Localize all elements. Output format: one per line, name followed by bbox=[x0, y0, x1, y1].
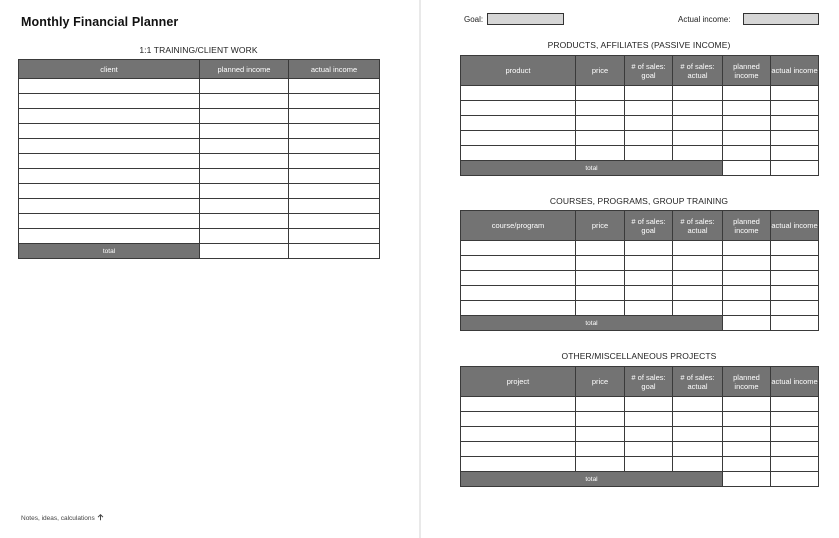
courses-cell[interactable] bbox=[625, 241, 673, 256]
training-cell[interactable] bbox=[200, 124, 289, 139]
other-cell[interactable] bbox=[625, 457, 673, 472]
courses-cell[interactable] bbox=[673, 256, 723, 271]
courses-cell[interactable] bbox=[673, 271, 723, 286]
other-table bbox=[460, 366, 819, 487]
other-cell[interactable] bbox=[723, 457, 771, 472]
courses-cell[interactable] bbox=[625, 286, 673, 301]
courses-cell[interactable] bbox=[673, 301, 723, 316]
products-cell[interactable] bbox=[576, 101, 625, 116]
other-cell[interactable] bbox=[771, 397, 819, 412]
notes-label bbox=[21, 514, 104, 522]
courses-cell[interactable] bbox=[771, 241, 819, 256]
training-cell[interactable] bbox=[289, 124, 380, 139]
training-cell[interactable] bbox=[200, 94, 289, 109]
courses-row bbox=[461, 256, 819, 271]
training-cell[interactable] bbox=[200, 169, 289, 184]
courses-row bbox=[461, 301, 819, 316]
other-cell[interactable] bbox=[723, 397, 771, 412]
other-row bbox=[461, 412, 819, 427]
products-cell[interactable] bbox=[461, 101, 576, 116]
col-header-client: client bbox=[19, 60, 200, 79]
courses-cell[interactable] bbox=[771, 271, 819, 286]
training-cell[interactable] bbox=[19, 229, 200, 244]
col-header-product: product bbox=[461, 56, 576, 86]
courses-cell[interactable] bbox=[723, 286, 771, 301]
training-cell[interactable] bbox=[289, 139, 380, 154]
courses-cell[interactable] bbox=[673, 286, 723, 301]
training-row bbox=[19, 184, 380, 199]
products-cell[interactable] bbox=[625, 116, 673, 131]
training-cell[interactable] bbox=[200, 199, 289, 214]
other-cell[interactable] bbox=[461, 412, 576, 427]
products-cell[interactable] bbox=[771, 116, 819, 131]
training-row bbox=[19, 139, 380, 154]
other-cell[interactable] bbox=[625, 442, 673, 457]
products-cell[interactable] bbox=[461, 86, 576, 101]
col-header-sales-goal: # of sales: goal bbox=[625, 56, 673, 86]
courses-cell[interactable] bbox=[673, 241, 723, 256]
col-header-planned-income: planned income bbox=[723, 56, 771, 86]
col-header-price: price bbox=[576, 211, 625, 241]
training-cell[interactable] bbox=[289, 109, 380, 124]
courses-total-planned[interactable] bbox=[723, 316, 771, 331]
products-section-title: PRODUCTS, AFFILIATES (PASSIVE INCOME) bbox=[547, 40, 731, 50]
products-cell[interactable] bbox=[461, 116, 576, 131]
col-header-sales-actual: # of sales: actual bbox=[673, 367, 723, 397]
courses-row bbox=[461, 271, 819, 286]
training-cell[interactable] bbox=[19, 139, 200, 154]
courses-cell[interactable] bbox=[576, 256, 625, 271]
goal-label: Goal: bbox=[464, 15, 484, 24]
col-header-actual-income: actual income bbox=[771, 367, 819, 397]
other-cell[interactable] bbox=[625, 412, 673, 427]
training-row bbox=[19, 229, 380, 244]
products-cell[interactable] bbox=[576, 86, 625, 101]
other-cell[interactable] bbox=[461, 427, 576, 442]
training-cell[interactable] bbox=[200, 154, 289, 169]
courses-cell[interactable] bbox=[461, 301, 576, 316]
products-cell[interactable] bbox=[723, 146, 771, 161]
other-cell[interactable] bbox=[673, 397, 723, 412]
training-row bbox=[19, 169, 380, 184]
other-cell[interactable] bbox=[771, 412, 819, 427]
courses-cell[interactable] bbox=[576, 241, 625, 256]
notes-label-text: Notes, ideas, calculations bbox=[21, 515, 95, 522]
other-total-label: total bbox=[461, 472, 723, 487]
products-cell[interactable] bbox=[723, 101, 771, 116]
col-header-sales-actual: # of sales: actual bbox=[673, 211, 723, 241]
courses-cell[interactable] bbox=[771, 286, 819, 301]
left-page bbox=[0, 0, 419, 538]
other-cell[interactable] bbox=[625, 397, 673, 412]
courses-cell[interactable] bbox=[461, 271, 576, 286]
col-header-planned-income: planned income bbox=[723, 367, 771, 397]
products-cell[interactable] bbox=[723, 86, 771, 101]
courses-table bbox=[460, 210, 819, 331]
products-cell[interactable] bbox=[576, 116, 625, 131]
other-cell[interactable] bbox=[673, 412, 723, 427]
training-row bbox=[19, 79, 380, 94]
other-cell[interactable] bbox=[673, 427, 723, 442]
training-table bbox=[18, 59, 380, 259]
training-cell[interactable] bbox=[289, 94, 380, 109]
courses-cell[interactable] bbox=[723, 256, 771, 271]
other-cell[interactable] bbox=[461, 397, 576, 412]
col-header-actual-income: actual income bbox=[771, 56, 819, 86]
other-cell[interactable] bbox=[625, 427, 673, 442]
training-cell[interactable] bbox=[289, 229, 380, 244]
products-cell[interactable] bbox=[771, 146, 819, 161]
training-cell[interactable] bbox=[19, 169, 200, 184]
courses-cell[interactable] bbox=[576, 301, 625, 316]
other-cell[interactable] bbox=[673, 442, 723, 457]
other-cell[interactable] bbox=[576, 427, 625, 442]
products-cell[interactable] bbox=[673, 101, 723, 116]
col-header-price: price bbox=[576, 367, 625, 397]
courses-total-label: total bbox=[461, 316, 723, 331]
products-cell[interactable] bbox=[461, 146, 576, 161]
other-cell[interactable] bbox=[461, 457, 576, 472]
other-cell[interactable] bbox=[771, 427, 819, 442]
courses-cell[interactable] bbox=[625, 256, 673, 271]
other-cell[interactable] bbox=[673, 457, 723, 472]
training-cell[interactable] bbox=[289, 214, 380, 229]
actual-income-label: Actual income: bbox=[678, 15, 731, 24]
courses-cell[interactable] bbox=[723, 301, 771, 316]
training-total-planned[interactable] bbox=[200, 244, 289, 259]
products-table bbox=[460, 55, 819, 176]
training-cell[interactable] bbox=[19, 109, 200, 124]
products-cell[interactable] bbox=[625, 131, 673, 146]
col-header-sales-goal: # of sales: goal bbox=[625, 367, 673, 397]
products-cell[interactable] bbox=[673, 146, 723, 161]
courses-section-title: COURSES, PROGRAMS, GROUP TRAINING bbox=[549, 196, 729, 206]
products-total-planned[interactable] bbox=[723, 161, 771, 176]
other-cell[interactable] bbox=[461, 442, 576, 457]
courses-cell[interactable] bbox=[576, 271, 625, 286]
courses-total-actual[interactable] bbox=[771, 316, 819, 331]
other-total-actual[interactable] bbox=[771, 472, 819, 487]
other-cell[interactable] bbox=[771, 457, 819, 472]
col-header-course-program: course/program bbox=[461, 211, 576, 241]
courses-cell[interactable] bbox=[771, 256, 819, 271]
products-cell[interactable] bbox=[673, 131, 723, 146]
other-row bbox=[461, 427, 819, 442]
courses-cell[interactable] bbox=[576, 286, 625, 301]
training-cell[interactable] bbox=[200, 79, 289, 94]
products-row bbox=[461, 116, 819, 131]
products-cell[interactable] bbox=[771, 86, 819, 101]
training-cell[interactable] bbox=[19, 124, 200, 139]
training-row bbox=[19, 124, 380, 139]
training-cell[interactable] bbox=[19, 184, 200, 199]
products-cell[interactable] bbox=[576, 146, 625, 161]
training-cell[interactable] bbox=[19, 79, 200, 94]
products-cell[interactable] bbox=[673, 116, 723, 131]
products-cell[interactable] bbox=[576, 131, 625, 146]
products-cell[interactable] bbox=[723, 131, 771, 146]
training-total-actual[interactable] bbox=[289, 244, 380, 259]
products-row bbox=[461, 131, 819, 146]
products-row bbox=[461, 146, 819, 161]
other-section-title: OTHER/MISCELLANEOUS PROJECTS bbox=[561, 351, 717, 361]
training-section-title: 1:1 TRAINING/CLIENT WORK bbox=[139, 45, 258, 55]
col-header-sales-goal: # of sales: goal bbox=[625, 211, 673, 241]
training-row bbox=[19, 199, 380, 214]
other-cell[interactable] bbox=[771, 442, 819, 457]
products-cell[interactable] bbox=[723, 116, 771, 131]
products-cell[interactable] bbox=[625, 86, 673, 101]
arrow-up-icon bbox=[97, 515, 104, 522]
training-cell[interactable] bbox=[200, 109, 289, 124]
products-row bbox=[461, 86, 819, 101]
products-cell[interactable] bbox=[461, 131, 576, 146]
other-cell[interactable] bbox=[723, 442, 771, 457]
products-cell[interactable] bbox=[625, 146, 673, 161]
training-total-label: total bbox=[19, 244, 200, 259]
other-cell[interactable] bbox=[576, 442, 625, 457]
other-row bbox=[461, 397, 819, 412]
training-cell[interactable] bbox=[289, 184, 380, 199]
right-page bbox=[421, 0, 839, 538]
training-cell[interactable] bbox=[200, 214, 289, 229]
courses-cell[interactable] bbox=[771, 301, 819, 316]
training-cell[interactable] bbox=[200, 229, 289, 244]
goal-field[interactable] bbox=[487, 13, 564, 25]
training-cell[interactable] bbox=[289, 169, 380, 184]
training-cell[interactable] bbox=[19, 199, 200, 214]
products-row bbox=[461, 101, 819, 116]
training-cell[interactable] bbox=[19, 94, 200, 109]
other-row bbox=[461, 442, 819, 457]
col-header-project: project bbox=[461, 367, 576, 397]
courses-cell[interactable] bbox=[461, 241, 576, 256]
other-cell[interactable] bbox=[723, 427, 771, 442]
training-row bbox=[19, 109, 380, 124]
products-cell[interactable] bbox=[673, 86, 723, 101]
courses-cell[interactable] bbox=[461, 256, 576, 271]
products-cell[interactable] bbox=[625, 101, 673, 116]
courses-row bbox=[461, 241, 819, 256]
courses-cell[interactable] bbox=[625, 271, 673, 286]
training-cell[interactable] bbox=[200, 184, 289, 199]
training-cell[interactable] bbox=[289, 79, 380, 94]
courses-cell[interactable] bbox=[723, 271, 771, 286]
col-header-price: price bbox=[576, 56, 625, 86]
products-total-label: total bbox=[461, 161, 723, 176]
col-header-actual-income: actual income bbox=[289, 60, 380, 79]
courses-cell[interactable] bbox=[461, 286, 576, 301]
courses-cell[interactable] bbox=[625, 301, 673, 316]
col-header-planned-income: planned income bbox=[200, 60, 289, 79]
training-cell[interactable] bbox=[19, 154, 200, 169]
products-cell[interactable] bbox=[771, 131, 819, 146]
other-row bbox=[461, 457, 819, 472]
training-row bbox=[19, 154, 380, 169]
col-header-planned-income: planned income bbox=[723, 211, 771, 241]
other-cell[interactable] bbox=[576, 412, 625, 427]
training-cell[interactable] bbox=[289, 154, 380, 169]
page-title: Monthly Financial Planner bbox=[21, 15, 179, 29]
other-cell[interactable] bbox=[723, 412, 771, 427]
training-row bbox=[19, 94, 380, 109]
training-cell[interactable] bbox=[289, 199, 380, 214]
training-row bbox=[19, 214, 380, 229]
courses-row bbox=[461, 286, 819, 301]
products-total-actual[interactable] bbox=[771, 161, 819, 176]
actual-income-field[interactable] bbox=[743, 13, 819, 25]
other-total-planned[interactable] bbox=[723, 472, 771, 487]
other-cell[interactable] bbox=[576, 457, 625, 472]
col-header-sales-actual: # of sales: actual bbox=[673, 56, 723, 86]
courses-cell[interactable] bbox=[723, 241, 771, 256]
other-cell[interactable] bbox=[576, 397, 625, 412]
training-cell[interactable] bbox=[200, 139, 289, 154]
training-cell[interactable] bbox=[19, 214, 200, 229]
col-header-actual-income: actual income bbox=[771, 211, 819, 241]
products-cell[interactable] bbox=[771, 101, 819, 116]
